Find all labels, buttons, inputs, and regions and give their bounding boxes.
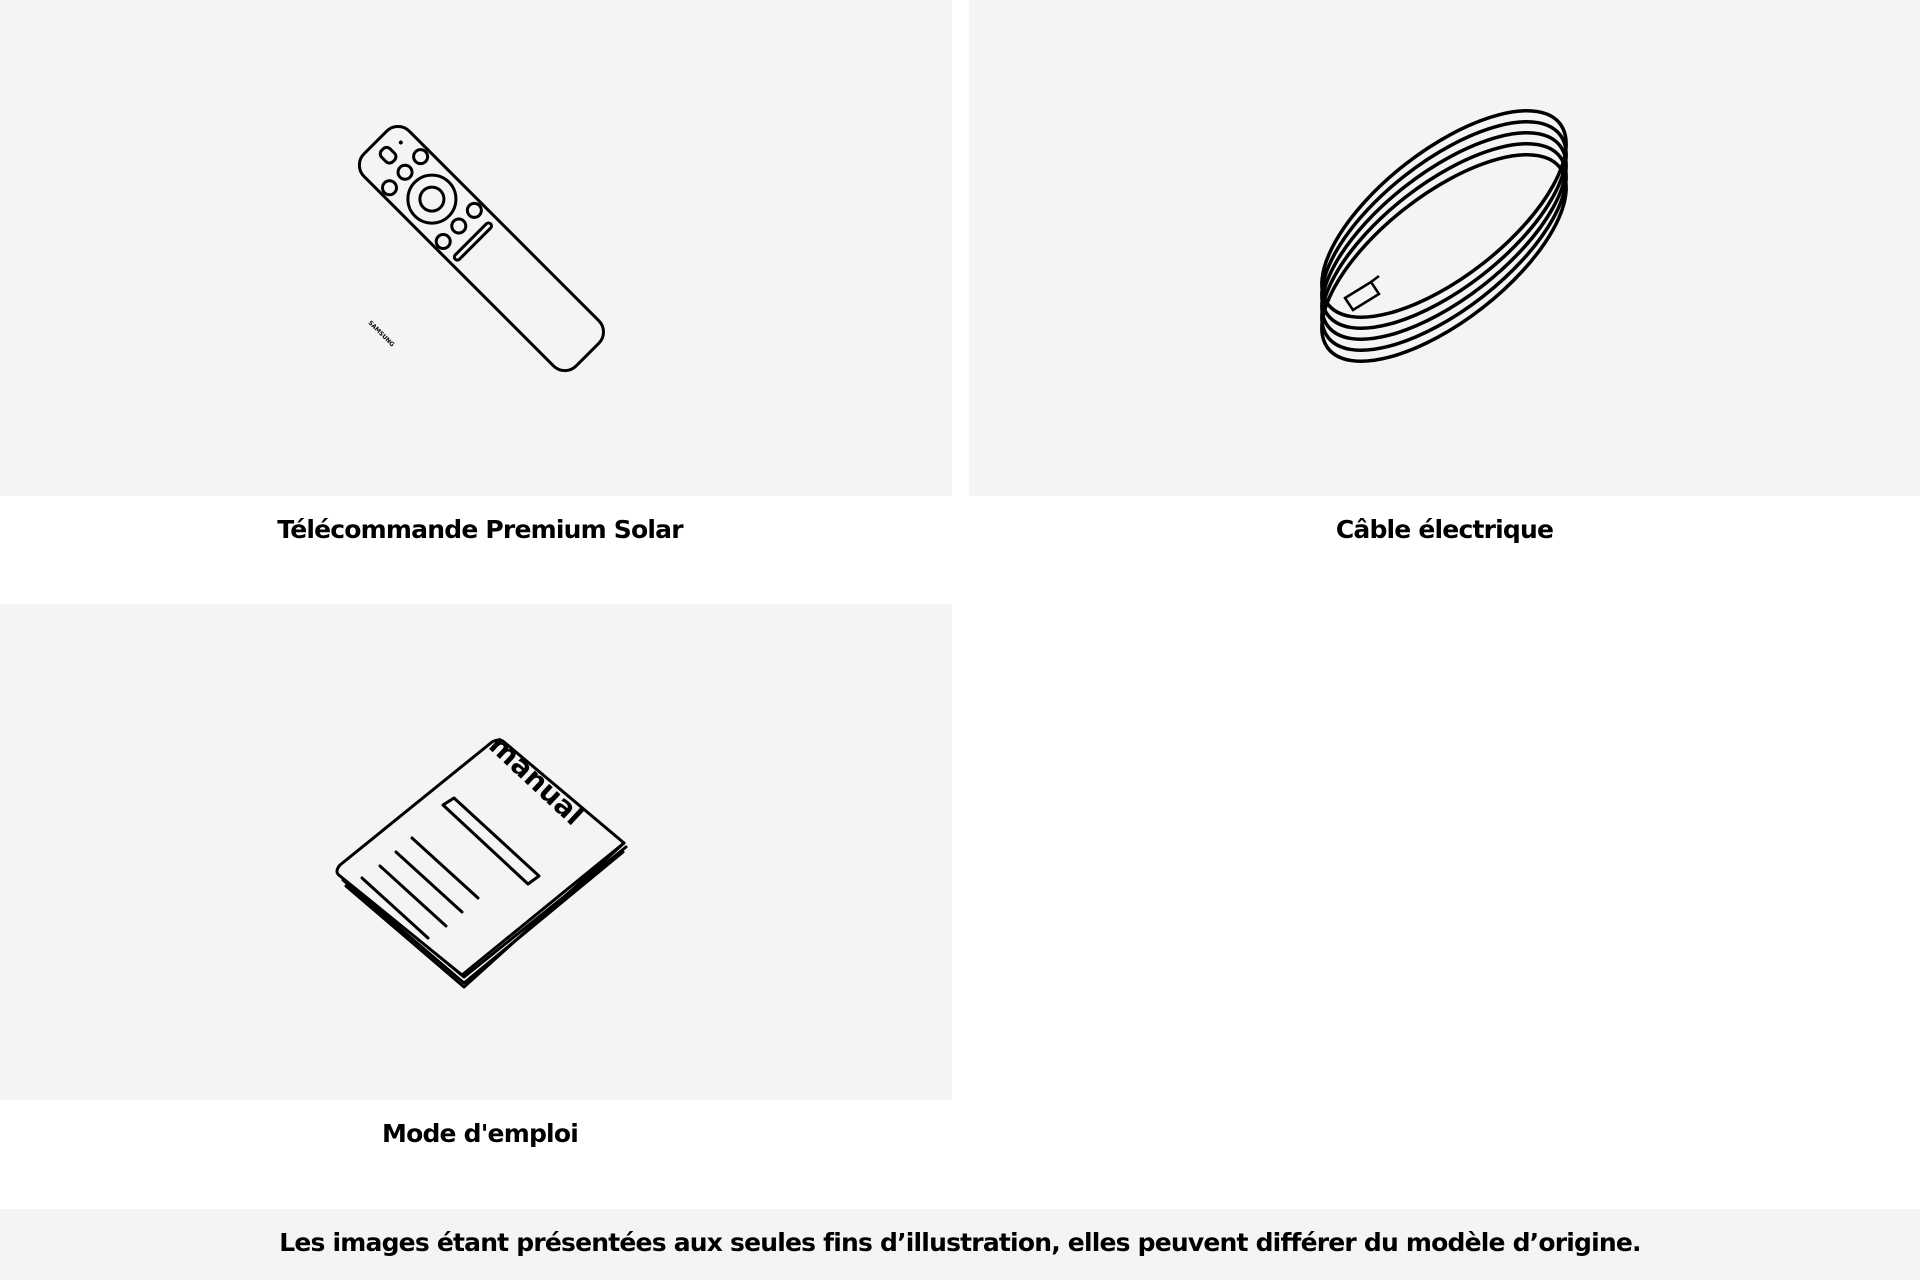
caption-cable: Câble électrique	[1335, 515, 1554, 544]
manual-book-icon	[0, 604, 952, 1100]
disclaimer-bar	[0, 1209, 1920, 1280]
remote-control-tile	[0, 0, 952, 496]
remote-brand-logo: SAMSUNG	[366, 319, 396, 349]
manual-cover-title: manual	[482, 728, 591, 832]
disclaimer-text: Les images étant présentées aux seules fins d’illustration, elles peuvent différer du modèle d’origine.	[279, 1228, 1641, 1257]
caption-remote: Télécommande Premium Solar	[277, 515, 683, 544]
caption-manual: Mode d'emploi	[382, 1119, 578, 1148]
power-cable-icon	[969, 0, 1920, 496]
remote-control-icon	[0, 0, 952, 496]
manual-tile	[0, 604, 952, 1100]
power-cable-tile	[969, 0, 1920, 496]
